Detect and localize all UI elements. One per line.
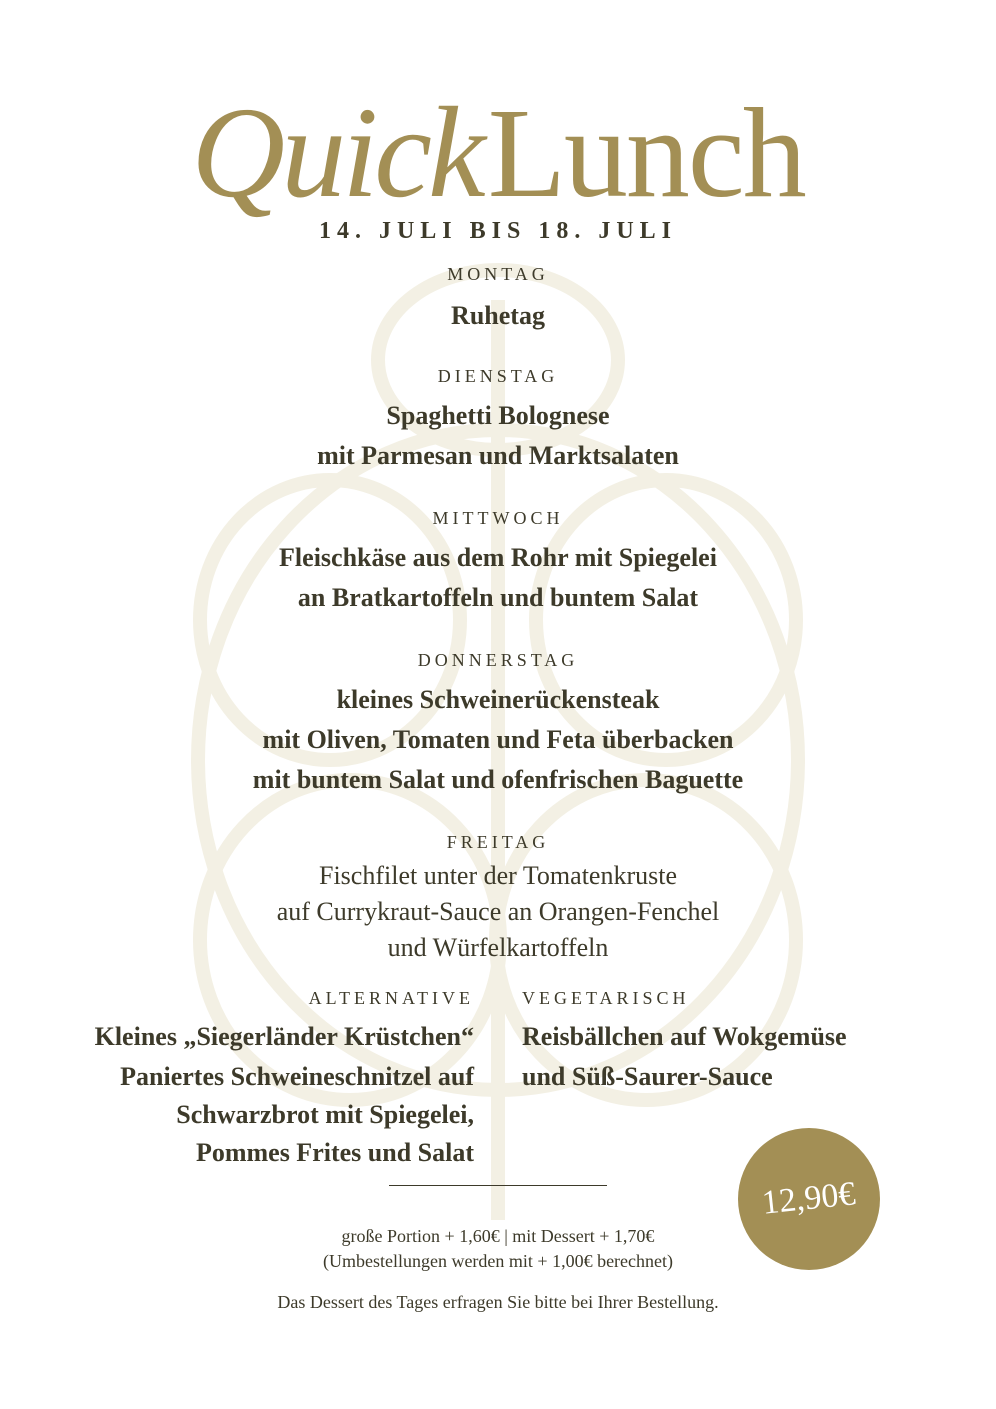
footer-extras: große Portion + 1,60€ | mit Dessert + 1,70€ xyxy=(341,1226,655,1246)
footer-rebooking-note: (Umbestellungen werden mit + 1,00€ berechnet) xyxy=(322,1251,674,1271)
day-tuesday xyxy=(0,366,996,476)
dish-line: auf Currykraut-Sauce an Orangen-Fenchel xyxy=(276,897,720,926)
dish-line: und Würfelkartoffeln xyxy=(387,933,609,962)
dish-line: an Bratkartoffeln und buntem Salat xyxy=(297,583,699,612)
day-wednesday xyxy=(0,508,996,618)
vegetarian-section xyxy=(522,988,942,1097)
dish-line: Fischfilet unter der Tomatenkruste xyxy=(319,861,677,890)
day-label: MITTWOCH xyxy=(432,508,564,528)
dish-line: Spaghetti Bolognese xyxy=(386,401,610,430)
dish-line: Fleischkäse aus dem Rohr mit Spiegelei xyxy=(279,543,717,572)
menu-title xyxy=(0,78,996,228)
footer-dessert-note: Das Dessert des Tages erfragen Sie bitte bei Ihrer Bestellung. xyxy=(277,1292,719,1312)
date-range: 14. JULI BIS 18. JULI xyxy=(318,218,678,244)
day-monday xyxy=(0,264,996,336)
alternative-label: ALTERNATIVE xyxy=(308,988,474,1008)
day-label: MONTAG xyxy=(447,264,549,284)
alternative-section xyxy=(60,988,474,1173)
dish-line: Reisbällchen auf Wokgemüse xyxy=(522,1022,847,1051)
title-main: Lunch xyxy=(487,82,805,224)
vegetarian-label: VEGETARISCH xyxy=(522,988,690,1008)
price-value: 12,90€ xyxy=(760,1175,858,1222)
dish-line: und Süß-Saurer-Sauce xyxy=(522,1062,773,1091)
title-script: Quick xyxy=(191,81,482,225)
divider-line xyxy=(389,1185,607,1186)
day-label: FREITAG xyxy=(446,832,550,852)
alternative-dish xyxy=(60,1017,474,1173)
dish-line: Kleines „Siegerländer Krüstchen“ xyxy=(94,1022,474,1051)
day-label: DIENSTAG xyxy=(437,366,559,386)
price-badge xyxy=(738,1128,880,1270)
dish-line: Paniertes Schweineschnitzel auf xyxy=(120,1062,474,1091)
dish-line: Schwarzbrot mit Spiegelei, xyxy=(176,1100,474,1129)
vegetarian-dish xyxy=(522,1017,942,1097)
day-friday xyxy=(0,832,996,966)
dish-line: Ruhetag xyxy=(451,301,545,330)
day-label: DONNERSTAG xyxy=(417,650,579,670)
dish-line: mit Parmesan und Marktsalaten xyxy=(317,441,679,470)
dish-line: kleines Schweinerückensteak xyxy=(336,685,660,714)
dish-line: Pommes Frites und Salat xyxy=(195,1138,474,1167)
dish-line: mit buntem Salat und ofenfrischen Baguette xyxy=(252,765,744,794)
day-thursday xyxy=(0,650,996,800)
dish-line: mit Oliven, Tomaten und Feta überbacken xyxy=(262,725,734,754)
